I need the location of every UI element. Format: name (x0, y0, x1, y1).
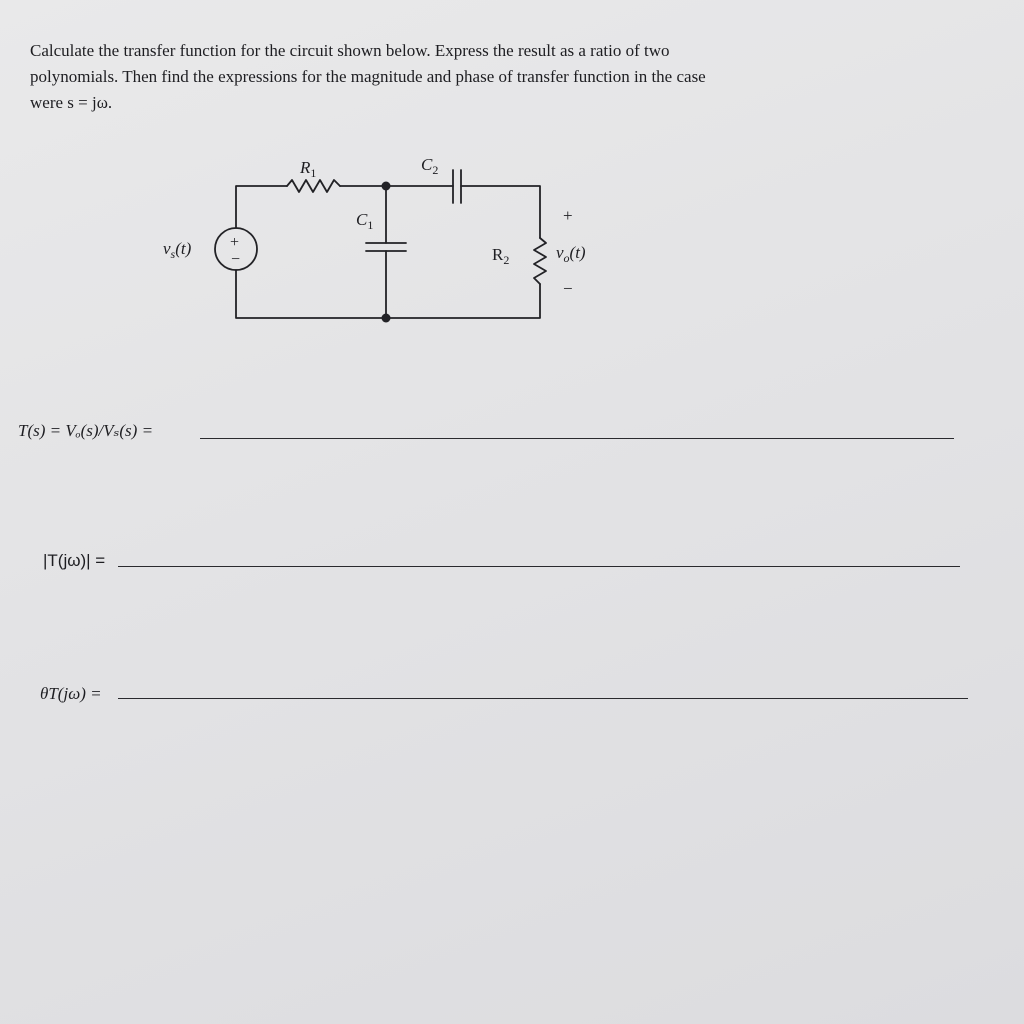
resistor-r1 (287, 180, 340, 192)
problem-line-3: were s = jω. (30, 93, 113, 112)
transfer-function-row (18, 421, 153, 441)
wire-top-left (236, 186, 287, 228)
label-r2: $R_2$ (492, 245, 510, 267)
node-dot-bottom (382, 314, 391, 323)
magnitude-row (43, 551, 105, 571)
node-dot-top (382, 182, 391, 191)
resistor-r2 (534, 238, 546, 284)
output-minus-sign: − (563, 279, 573, 298)
phase-label: θT(jω) = (40, 684, 102, 703)
label-c2: $C_2$ (421, 155, 439, 177)
transfer-function-label: T(s) = Vₒ(s)/Vₛ(s) = (18, 421, 154, 440)
source-plus-sign: + (230, 234, 240, 251)
label-c1: $C_1$ (356, 210, 374, 232)
magnitude-blank[interactable] (118, 566, 960, 567)
transfer-function-blank[interactable] (200, 438, 954, 439)
phase-row (40, 684, 102, 704)
label-output: $v_o(t)$ (556, 243, 586, 265)
label-r1: $R_1$ (300, 158, 317, 180)
problem-line-2: polynomials. Then find the expressions for the magnitude and phase of transfer function in the case (30, 67, 706, 86)
output-plus-sign: + (563, 206, 573, 225)
label-source: $v_s(t)$ (163, 239, 192, 261)
magnitude-label: |T(jω)| = (43, 551, 106, 570)
problem-line-1: Calculate the transfer function for the circuit shown below. Express the result as a ratio of two (30, 41, 670, 60)
wire-right-bottom (236, 270, 540, 318)
source-minus-sign: − (231, 251, 241, 268)
phase-blank[interactable] (118, 698, 968, 699)
wire-top-right (461, 186, 540, 238)
